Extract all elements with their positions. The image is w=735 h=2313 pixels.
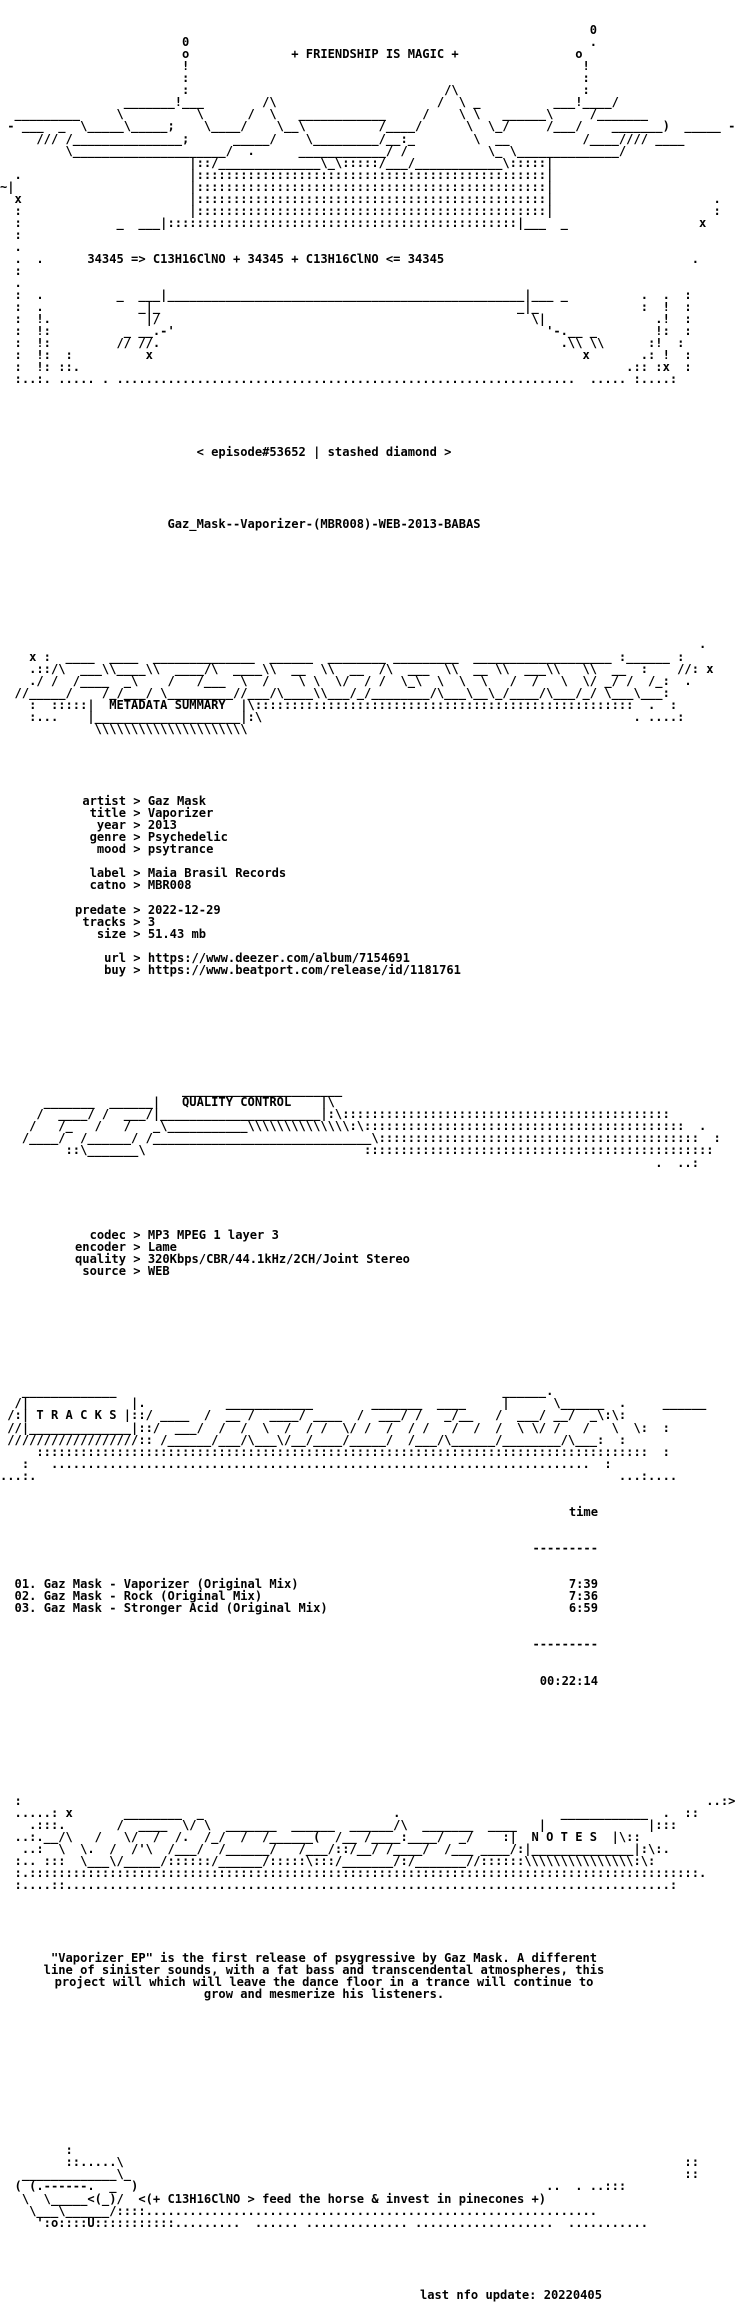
metadata-art-line: ./ / /____ _\ / /___ \ / \ \ \/ / / \_\ \ \ \ / / \ \/ _/ / /_: . <box>0 673 692 688</box>
metadata-field-value: Maia Brasil Records <box>147 866 287 881</box>
metadata-art-line: : :::::| METADATA SUMMARY |\:::::::::::::::::::::::::::::::::::::::::::::::::::: . : <box>0 697 678 712</box>
track-list <box>0 1578 648 1614</box>
tracks-art-line: _____________ ______. <box>0 1384 554 1399</box>
metadata-field-value: Vaporizer <box>147 806 214 821</box>
metadata-field-value: Gaz Mask <box>147 794 207 809</box>
metadata-field-separator: > <box>126 830 148 845</box>
last-update: last nfo update: 20220405 <box>419 2287 602 2302</box>
notes-text: "Vaporizer EP" is the first release of psygressive by Gaz Mask. A different line of sinister sounds, with a fat bass and transcendental atmospheres, this project will which will leave the dance floor in a trance will continue to grow and mesmerize his listeners. <box>43 1950 612 2001</box>
quality-field-separator: > <box>126 1251 148 1266</box>
header-art-line: : !. |/ \| .! : <box>0 312 692 327</box>
header-art-line: - ___ _ \_____\_____; \____/ \__\ /____/ \ \_/ /___/ _______) _____ - <box>0 119 735 134</box>
time-divider: --------- <box>532 1541 598 1555</box>
track-time: 7:36 <box>568 1589 598 1604</box>
tracks-art-line: /:| T R A C K S |::/ ____ / __ / ____/ ____ / ___/ / _/__ / ___/ __/ _\:\: <box>0 1408 641 1423</box>
header-art-line: : _ ___|::::::::::::::::::::::::::::::::::::::::::::::::|___ _ x <box>0 215 707 230</box>
notes-art-line: .....: x ________ _ . ____________ . :: <box>0 1806 699 1821</box>
metadata-field-row <box>0 928 648 940</box>
metadata-field-separator: > <box>126 878 148 893</box>
quality-banner-art <box>0 1083 721 1170</box>
tracks-art-line: //////////////////:: /______/___/\___\/__/____/_____/ /___/\______/________/\___: : <box>0 1432 627 1447</box>
metadata-field-separator: > <box>126 962 148 977</box>
header-art-line: |::/______________\_\:::::/___/____________\:::::| <box>0 155 554 170</box>
notes-art-line: ..: \ \. / /'\ /___/ /______/ /___/::/__/ /____/ /___ ____/:|______________|:\:. <box>0 1842 670 1857</box>
metadata-field-separator: > <box>126 902 148 917</box>
tracks-art-line: : .......................................................................... : <box>0 1456 612 1471</box>
quality-field-value: 320Kbps/CBR/44.1kHz/2CH/Joint Stereo <box>147 1251 410 1266</box>
track-time: 7:39 <box>568 1577 598 1592</box>
track-row <box>0 1602 648 1614</box>
quality-fields <box>0 1229 648 1277</box>
quality-art-line: / /_ / / _\___________\\\\\\\\\\\\\\:\:::::::::::::::::::::::::::::::::::::::::::: . <box>0 1119 707 1134</box>
quality-field-separator: > <box>126 1263 148 1278</box>
metadata-field-key: tracks <box>82 914 126 929</box>
header-art-line: : !: _ __.-' '-.__ _ !: : <box>0 324 692 339</box>
footer-art-line: ( (.------. _ ) .. . ..::: <box>0 2179 627 2194</box>
time-header: time <box>568 1504 598 1519</box>
quality-field-value: MP3 MPEG 1 layer 3 <box>147 1227 279 1242</box>
quality-art-line: _______ ______| QUALITY CONTROL |\ <box>0 1095 335 1110</box>
metadata-field-key: size <box>96 926 126 941</box>
header-art-line: _______!___ /\ / \ _ ___!____/ <box>0 95 619 110</box>
metadata-field-key: artist <box>82 794 126 809</box>
notes-art-line: .:::. / ____ \/ \ _______ ______ ______/\ _______ ____ | |::: <box>0 1818 678 1833</box>
metadata-field-value: 2013 <box>147 818 177 833</box>
notes-art-line: :.. ::: \___\/_____/::::::/______/:::::\:::/_______/:/_______//::::::\\\\\\\\\\\\\\\:\: <box>0 1854 656 1869</box>
footer-art-line: \ \_____<(_)/ <(+ C13H16ClNO > feed the horse & invest in pinecones +) <box>0 2191 547 2206</box>
metadata-field-key: genre <box>89 830 126 845</box>
total-divider: --------- <box>532 1637 598 1652</box>
metadata-field-row <box>0 916 648 928</box>
quality-art-line: ______________________ <box>0 1083 343 1098</box>
track-title: Gaz Mask - Vaporizer (Original Mix) <box>43 1577 299 1592</box>
quality-art-line: / ____/ / ___/|______________________|:\::::::::::::::::::::::::::::::::::::::::::::: <box>0 1107 670 1122</box>
header-art-line: x |::::::::::::::::::::::::::::::::::::::::::::::::| . <box>0 191 721 206</box>
track-number: 02. <box>0 1589 44 1604</box>
metadata-field-value: https://www.deezer.com/album/7154691 <box>147 950 410 965</box>
quality-field-separator: > <box>126 1239 148 1254</box>
header-art-line: \_____________________/ . ____________/ / \_ \______________/ <box>0 143 627 158</box>
metadata-field-key: url <box>104 950 126 965</box>
metadata-art-line: . <box>0 637 707 652</box>
quality-art-line: . ..: <box>0 1155 699 1170</box>
header-art-line: ! ! <box>0 59 590 74</box>
metadata-field-row <box>0 879 648 891</box>
track-number: 01. <box>0 1577 44 1592</box>
metadata-field-separator: > <box>126 866 148 881</box>
metadata-field-value: https://www.beatport.com/release/id/1181761 <box>147 962 461 977</box>
metadata-field-value: 2022-12-29 <box>147 902 221 917</box>
header-art-line: ~| |::::::::::::::::::::::::::::::::::::::::::::::::| <box>0 179 554 194</box>
header-art-line: . <box>0 276 22 291</box>
metadata-art-line: :... |____________________|:\ . ....: <box>0 709 685 724</box>
header-art-line: : !: // //. .\\ \\ :! : <box>0 336 685 351</box>
metadata-fields <box>0 795 648 976</box>
header-art-line: . |::::::::::::::::::::::::::::::::::::::::::::::::| <box>0 167 554 182</box>
metadata-field-key: predate <box>75 902 126 917</box>
metadata-field-key: year <box>96 818 126 833</box>
header-art-line: :..:. ..... . ............................................................... ..... :....: <box>0 372 678 387</box>
quality-field-row <box>0 1265 648 1277</box>
header-art-line: o + FRIENDSHIP IS MAGIC + o <box>0 47 583 62</box>
header-art-line: : <box>0 227 22 242</box>
header-art-line: : !: ::. .:: :x : <box>0 360 692 375</box>
metadata-field-separator: > <box>126 794 148 809</box>
metadata-field-row <box>0 964 648 976</box>
metadata-field-separator: > <box>126 950 148 965</box>
footer-art-line: _____________\_ :: <box>0 2167 699 2182</box>
header-art-line: . . 34345 => C13H16ClNO + 34345 + C13H16ClNO <= 34345 . <box>0 251 699 266</box>
footer-art-line: \___\______/::::.............................................................. <box>0 2203 598 2218</box>
metadata-field-separator: > <box>126 806 148 821</box>
tracks-art-line: /| |. ____________ _______ ____ | \______ . ______ <box>0 1396 707 1411</box>
notes-art-line: ..:.__/\ / \/ / /. /_/ / /______( /__ /____:____/ _/ :| N O T E S |\:: <box>0 1830 641 1845</box>
quality-field-key: codec <box>89 1227 126 1242</box>
metadata-field-row <box>0 891 648 903</box>
metadata-art-line: x : ____ ____ ______________ ______ ________ _________ ___________________ :______ : <box>0 649 685 664</box>
metadata-field-value: psytrance <box>147 842 214 857</box>
metadata-field-value: Psychedelic <box>147 830 228 845</box>
header-ascii-art <box>0 23 735 387</box>
header-art-line: . <box>0 239 22 254</box>
metadata-field-separator: > <box>126 926 148 941</box>
metadata-field-row <box>0 904 648 916</box>
metadata-field-key: mood <box>96 842 126 857</box>
total-time: 00:22:14 <box>539 1673 598 1688</box>
quality-field-separator: > <box>126 1227 148 1242</box>
metadata-field-value: MBR008 <box>147 878 192 893</box>
metadata-field-key: catno <box>89 878 126 893</box>
header-art-line: /// /_______________; _____/ \_________/__:_ \ __ /____//// ____ <box>0 131 685 146</box>
quality-art-line: /____/ /______/ /______________________________\:::::::::::::::::::::::::::::::::::::::::::: : <box>0 1131 721 1146</box>
footer-art-line: : <box>0 2143 73 2158</box>
header-art-line: : : <box>0 71 590 86</box>
release-name: Gaz_Mask--Vaporizer-(MBR008)-WEB-2013-BABAS <box>167 517 481 532</box>
tracks-art-line: :::::::::::::::::::::::::::::::::::::::::::::::::::::::::::::::::::::::::::::::::::: : <box>0 1444 670 1459</box>
header-art-line: 0 . <box>0 35 598 50</box>
header-art-line: : !: : x x .: ! : <box>0 348 692 363</box>
quality-field-key: encoder <box>75 1239 126 1254</box>
track-title: Gaz Mask - Stronger Acid (Original Mix) <box>43 1601 328 1616</box>
header-art-line: : . _ ___|_________________________________________________|___ _ . . : <box>0 288 692 303</box>
quality-field-value: WEB <box>147 1263 170 1278</box>
notes-art-line: : ..:> <box>0 1793 735 1808</box>
metadata-field-separator: > <box>126 818 148 833</box>
tracks-art-line: //|______________|::/ ___/ / / \ / / / \/ / / / / / / / \ \/ / / \ \: : <box>0 1420 670 1435</box>
quality-art-line: ::\_______\ :::::::::::::::::::::::::::::::::::::::::::::::: <box>0 1143 714 1158</box>
header-art-line: : /\ : <box>0 83 590 98</box>
footer-ascii-art <box>0 2143 699 2230</box>
tracks-banner-art <box>0 1384 707 1483</box>
quality-field-key: quality <box>75 1251 126 1266</box>
metadata-field-separator: > <box>126 842 148 857</box>
metadata-field-separator: > <box>126 914 148 929</box>
metadata-art-line: \\\\\\\\\\\\\\\\\\\\\ <box>0 721 248 736</box>
footer-art-line: ::.....\ :: <box>0 2155 699 2170</box>
metadata-art-line: .::/\ ___\\____\\ ____/\ ____\\ __ \\ __ /\ ___ \\ __ \\ ___\\ \\ __ : //: x <box>0 661 714 676</box>
header-art-line: : . _|_ _|_ : ! : <box>0 300 692 315</box>
track-title: Gaz Mask - Rock (Original Mix) <box>43 1589 263 1604</box>
notes-banner-art <box>0 1793 735 1893</box>
metadata-field-value: 51.43 mb <box>147 926 207 941</box>
metadata-field-key: buy <box>104 962 126 977</box>
metadata-field-row <box>0 843 648 855</box>
notes-art-line: :.::::::::::::::::::::::::::::::::::::::::::::::::::::::::::::::::::::::::::::::::::::::::::::. <box>0 1866 707 1881</box>
metadata-art-line: //_____/ /_/___/ \_________//___/\____\\___/_/________/\___\__\_/____/\___/_/ \___\___: <box>0 685 670 700</box>
header-art-line: 0 <box>0 23 598 38</box>
metadata-field-value: 3 <box>147 914 156 929</box>
header-art-line: : |::::::::::::::::::::::::::::::::::::::::::::::::| : <box>0 203 721 218</box>
quality-field-key: source <box>82 1263 126 1278</box>
metadata-field-key: label <box>89 866 126 881</box>
tracks-art-line: ...:. ...:.... <box>0 1468 678 1483</box>
metadata-banner-art <box>0 637 714 736</box>
track-time: 6:59 <box>568 1601 598 1616</box>
notes-art-line: :....::...................................................................................: <box>0 1878 678 1893</box>
footer-art-line: ':o::::U:::::::::::......... ...... .............. ................... ........... <box>0 2215 649 2230</box>
episode-line: < episode#53652 | stashed diamond > <box>196 444 452 459</box>
header-art-line: : <box>0 264 22 279</box>
metadata-field-key: title <box>89 806 126 821</box>
track-number: 03. <box>0 1601 44 1616</box>
quality-field-value: Lame <box>147 1239 177 1254</box>
header-art-line: _________ \ \ / \ ____________ / \ \ ______\ /_______ <box>0 107 649 122</box>
